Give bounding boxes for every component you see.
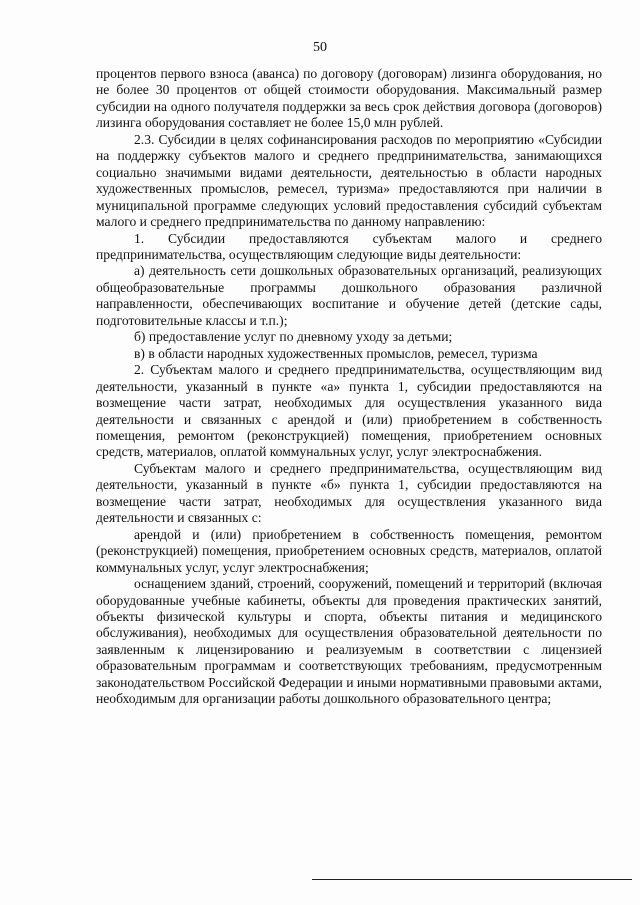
paragraph: процентов первого взноса (аванса) по договору (договорам) лизинга оборудования, но не более 30 процентов от общей стоимости оборудования. Максимальный размер субсидии на одного получателя поддержки за весь срок действия договора (договоров) лизинга оборудования составляет не более 15,0 млн рублей.: [96, 66, 602, 131]
paragraph: арендой и (или) приобретением в собственность помещения, ремонтом (реконструкцией) помещения, приобретением основных средств, материалов, оплатой коммунальных услуг, услуг электроснабжения;: [96, 526, 602, 575]
paragraph: 1. Субсидии предоставляются субъектам малого и среднего предпринимательства, осуществляющим следующие виды деятельности:: [96, 230, 602, 262]
footer-rule: [312, 879, 632, 880]
paragraph: 2. Субъектам малого и среднего предпринимательства, осуществляющим вид деятельности, указанный в пункте «а» пункта 1, субсидии предоставляются на возмещение части затрат, необходимых для осуществления указанного вида деятельности и связанных с арендой и (или) приобретением в собственность помещения, ремонтом (реконструкцией) помещения, приобретением основных средств, материалов, оплатой коммунальных услуг, услуг электроснабжения.: [96, 362, 602, 460]
paragraph: 2.3. Субсидии в целях софинансирования расходов по мероприятию «Субсидии на поддержку субъектов малого и среднего предпринимательства, занимающихся социально значимыми видами деятельности, деятельностью в области народных художественных промыслов, ремесел, туризма» предоставляются при наличии в муниципальной программе следующих условий предоставления субсидий субъектам малого и среднего предпринимательства по данному направлению:: [96, 131, 602, 230]
paragraph: а) деятельность сети дошкольных образовательных организаций, реализующих общеобразовательные программы дошкольного образования различной направленности, обеспечивающих воспитание и обучение детей (детские сады, подготовительные классы и т.п.);: [96, 263, 602, 328]
page-number: 50: [313, 40, 327, 55]
paragraph: оснащением зданий, строений, сооружений, помещений и территорий (включая оборудованные учебные кабинеты, объекты для проведения практических занятий, объекты физической культуры и спорта, объекты питания и медицинского обслуживания), необходимых для осуществления образовательной деятельности по заявленным к лицензированию и реализуемым в соответствии с лицензией образовательным программам и соответствующих требованиям, предусмотренным законодательством Российской Федерации и иными нормативными правовыми актами, необходимым для организации работы дошкольного образовательного центра;: [96, 576, 602, 707]
paragraph: Субъектам малого и среднего предпринимательства, осуществляющим вид деятельности, указанный в пункте «б» пункта 1, субсидии предоставляются на возмещение части затрат, необходимых для осуществления указанного вида деятельности и связанных с:: [96, 460, 602, 526]
paragraph: б) предоставление услуг по дневному уходу за детьми;: [134, 329, 453, 345]
body-text: [96, 66, 602, 708]
paragraph: в) в области народных художественных промыслов, ремесел, туризма: [134, 345, 538, 361]
